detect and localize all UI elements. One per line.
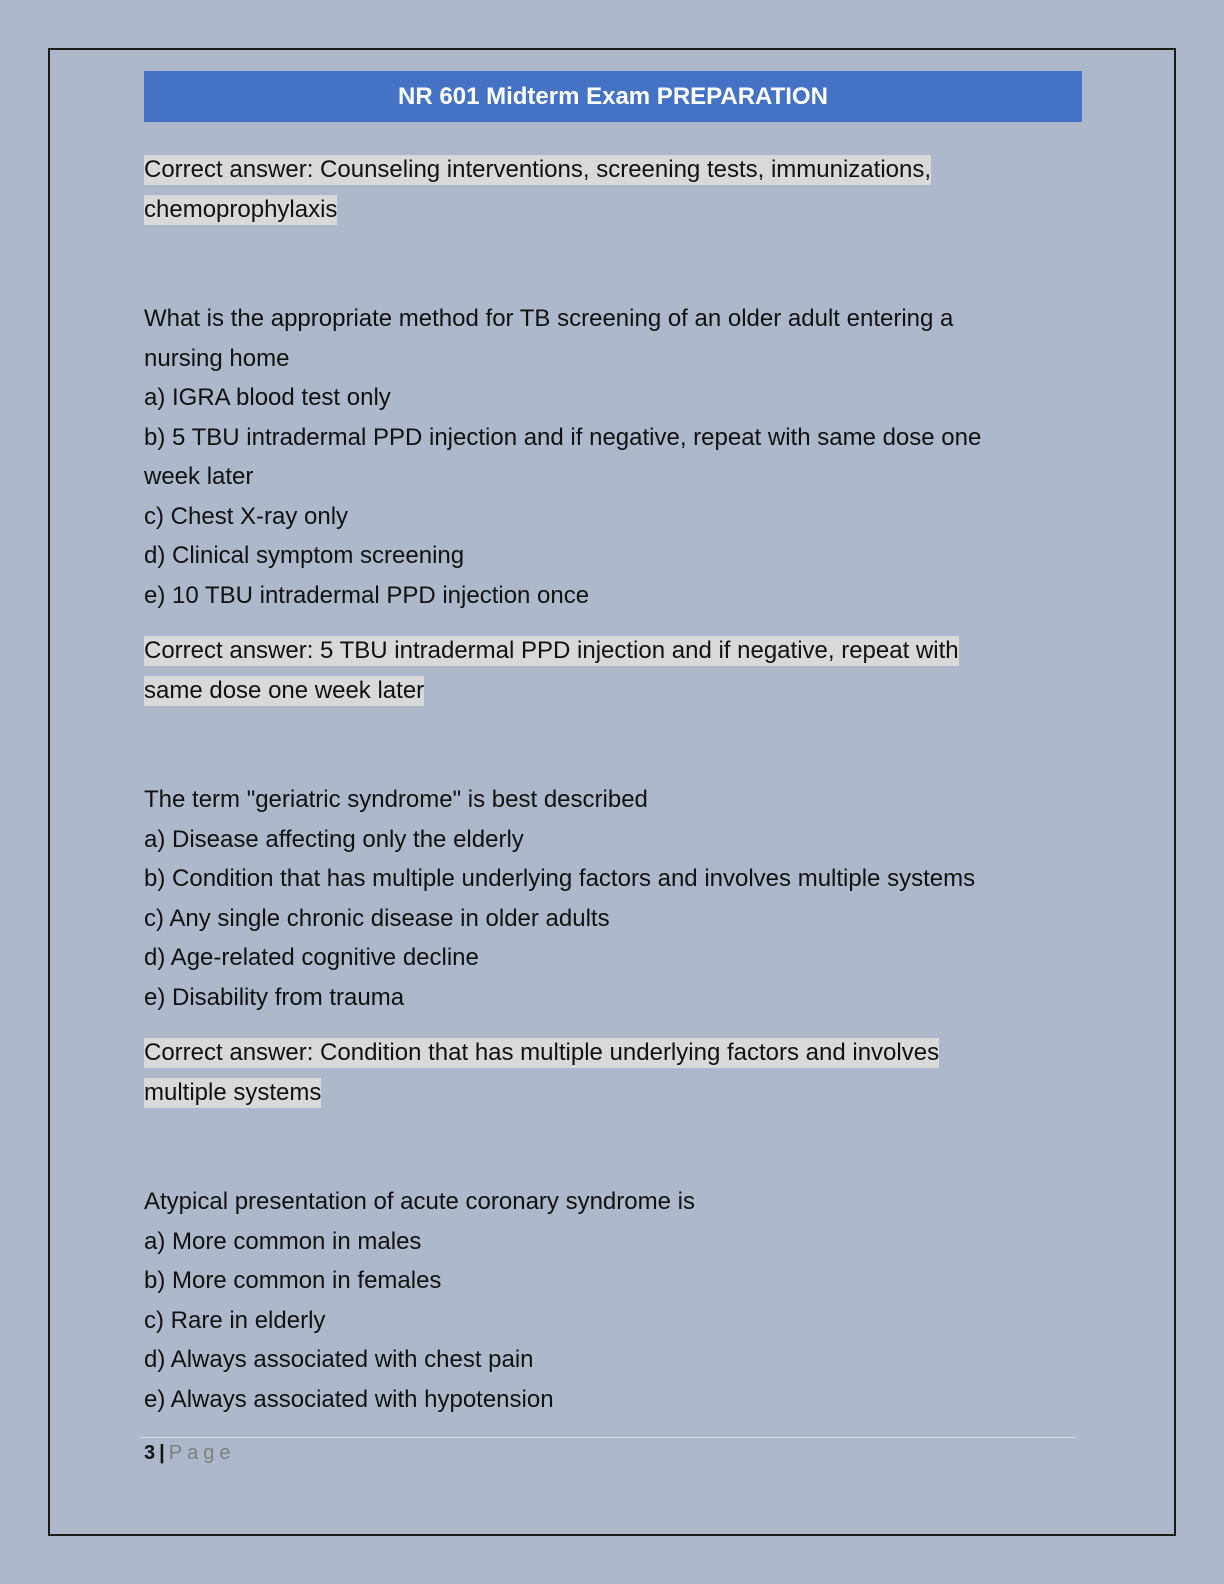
option-d: d) Always associated with chest pain — [144, 1346, 534, 1373]
option-c: c) Any single chronic disease in older adults — [144, 904, 610, 932]
option-a: a) IGRA blood test only — [144, 384, 391, 411]
page-label: Page — [168, 1442, 236, 1464]
option-b: b) More common in females — [144, 1267, 442, 1294]
option-b: b) Condition that has multiple underlying factors and involves multiple systems — [144, 865, 976, 892]
question-2 — [144, 780, 1084, 1017]
correct-answer-text: Correct answer: Condition that has multiple underlying factors and involves multiple systems — [144, 1039, 940, 1106]
footer-divider — [140, 1437, 1076, 1438]
option-e: e) Disability from trauma — [144, 983, 405, 1011]
question-stem: Atypical presentation of acute coronary syndrome is — [144, 1188, 695, 1215]
option-d: d) Clinical symptom screening — [144, 542, 465, 569]
question-stem: The term "geriatric syndrome" is best described — [144, 786, 648, 813]
correct-answer-text: Correct answer: Counseling interventions, screening tests, immunizations, chemoprophylaxis — [144, 156, 932, 223]
option-c: c) Chest X-ray only — [144, 502, 349, 530]
option-e: e) 10 TBU intradermal PPD injection once — [144, 581, 590, 609]
footer-separator: | — [159, 1442, 165, 1464]
option-d: d) Age-related cognitive decline — [144, 944, 479, 971]
answer-block-2 — [144, 631, 1014, 710]
option-b: b) 5 TBU intradermal PPD injection and if negative, repeat with same dose one week later — [144, 423, 982, 490]
question-1 — [144, 299, 1034, 615]
page-number: 3 — [144, 1442, 156, 1464]
document-title: NR 601 Midterm Exam PREPARATION — [398, 82, 828, 110]
option-a: a) Disease affecting only the elderly — [144, 825, 524, 853]
option-a: a) More common in males — [144, 1227, 422, 1255]
answer-block-3 — [144, 1033, 1004, 1112]
document-content — [144, 150, 1084, 1419]
option-e: e) Always associated with hypotension — [144, 1385, 554, 1413]
option-c: c) Rare in elderly — [144, 1306, 326, 1334]
answer-block-1 — [144, 150, 984, 229]
question-3 — [144, 1182, 1034, 1419]
question-stem: What is the appropriate method for TB screening of an older adult entering a nursing home — [144, 305, 954, 372]
page-footer — [144, 1442, 235, 1465]
document-header — [144, 71, 1082, 122]
correct-answer-text: Correct answer: 5 TBU intradermal PPD injection and if negative, repeat with same dose one week later — [144, 637, 959, 704]
